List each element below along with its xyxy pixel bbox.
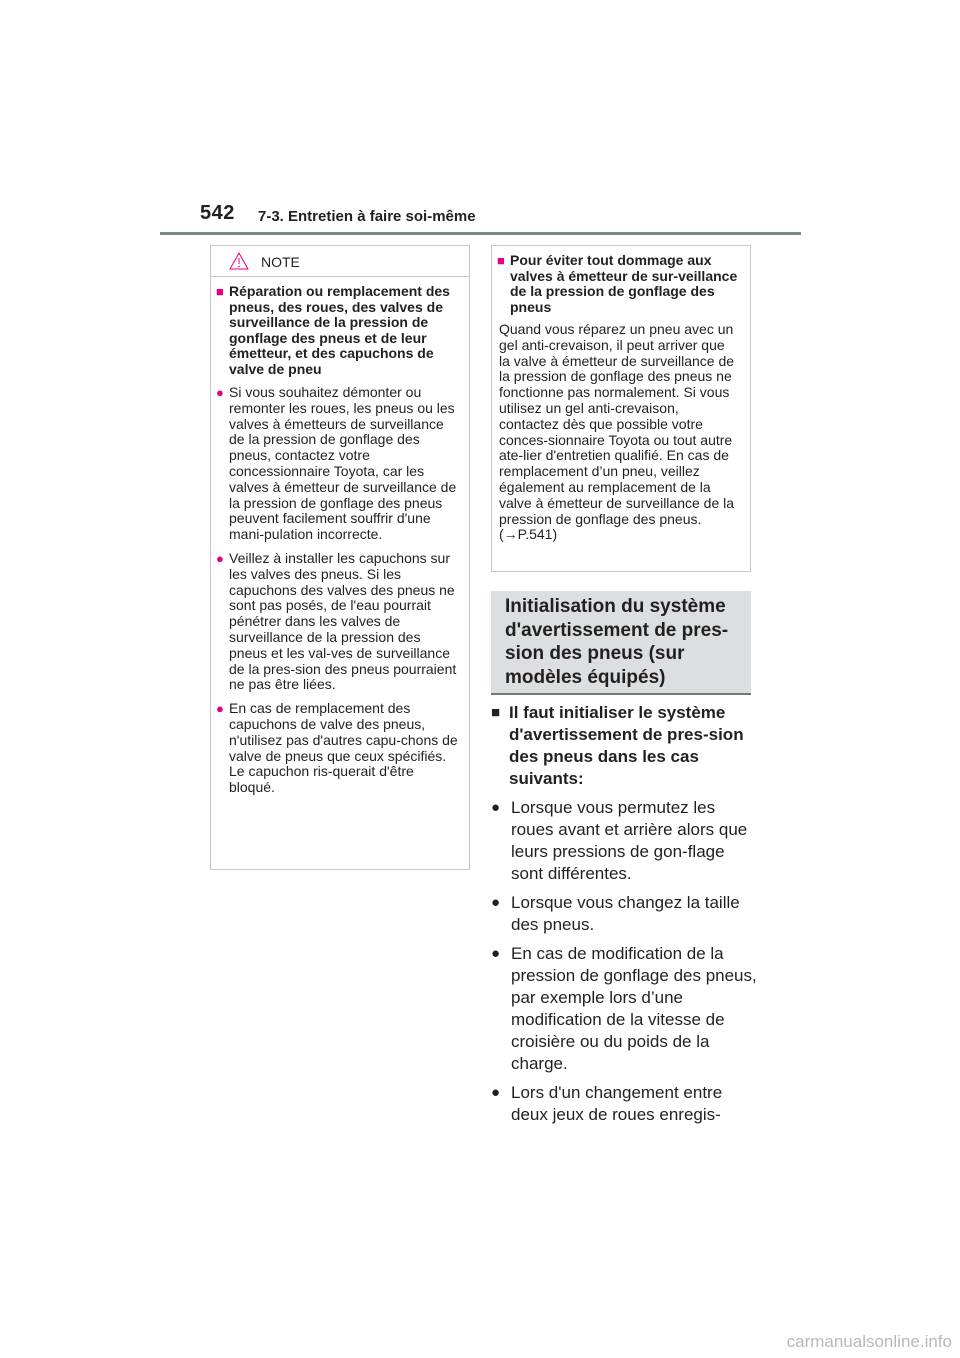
list-item-text: Si vous souhaitez démonter ou remonter les roues, les pneus ou les valves à émetteurs de surveillance de la pression de gonflage des pneus, contactez votre concessionnaire Toyota, car les valves à émetteur de surveillance de la pression de gonflage des pneus peuvent facilement souffrir d'une mani-pulation incorrecte. <box>229 384 457 543</box>
list-item-text: En cas de remplacement des capuchons de valve des pneus, n'utilisez pas d'autres capu-chons de valve de pneus que ceux spécifiés. Le capuchon ris-querait d'être bloqué. <box>229 700 458 796</box>
list-item <box>491 797 761 885</box>
square-bullet-icon: ■ <box>497 253 505 268</box>
note-heading-text: Réparation ou remplacement des pneus, des roues, des valves de surveillance de la pression de gonflage des pneus et de leur émetteur, et des capuchons de valve de pneu <box>229 283 450 377</box>
square-bullet-icon: ■ <box>216 284 224 299</box>
list-item-text: Veillez à installer les capuchons sur les valves des pneus. Si les capuchons des valves des pneus ne sont pas posés, de l'eau pourrait pénétrer dans les valves de surveillance de la pression des pneus et les val-ves de surveillance de la pres-sion des pneus pourraient ne pas être liées. <box>229 549 457 693</box>
list-item-text: Lors d'un changement entre deux jeux de roues enregis- <box>511 1083 723 1124</box>
page-number: 542 <box>200 202 235 224</box>
circle-bullet-icon: ● <box>216 550 224 566</box>
circle-bullet-icon: ● <box>491 1084 501 1101</box>
circle-bullet-icon: ● <box>216 701 224 717</box>
circle-bullet-icon: ● <box>491 894 501 911</box>
main-heading-text: Il faut initialiser le système d'avertissement de pres-sion des pneus dans les cas suivants: <box>509 703 744 788</box>
note-label: NOTE <box>261 254 300 270</box>
list-item <box>491 1082 761 1126</box>
list-item <box>216 701 459 796</box>
side-note-box <box>491 245 751 572</box>
note-heading <box>216 277 457 377</box>
circle-bullet-icon: ● <box>491 945 501 962</box>
header-rule <box>160 232 801 235</box>
list-item-text: Lorsque vous permutez les roues avant et arrière alors que leurs pressions de gon-flage sont différentes. <box>511 798 748 883</box>
list-item <box>216 385 459 543</box>
list-item-text: Lorsque vous changez la taille des pneus. <box>511 893 740 934</box>
side-note-text: Quand vous réparez un pneu avec un gel anti-crevaison, il peut arriver que la valve à émetteur de surveillance de la pression de gonflage des pneus ne fonctionne pas normalement. Si vous utilisez un gel anti-crevaison, contactez dès que possible votre conces-sionnaire Toyota ou tout autre ate-lier d'entretien qualifié. En cas de remplacement d’un pneu, veillez également au remplacement de la valve à émetteur de surveillance de la pression de gonflage des pneus. (→P.541) <box>499 321 735 543</box>
section-title: 7-3. Entretien à faire soi-même <box>258 208 476 225</box>
note-header <box>211 246 469 277</box>
note-box <box>210 245 470 870</box>
list-item <box>491 943 761 1075</box>
square-bullet-icon: ■ <box>491 704 501 721</box>
watermark: carmanualsonline.info <box>786 1332 952 1351</box>
circle-bullet-icon: ● <box>491 799 501 816</box>
warning-triangle-icon <box>229 252 249 270</box>
side-note-heading-text: Pour éviter tout dommage aux valves à émetteur de sur-veillance de la pression de gonflage des pneus <box>510 252 738 315</box>
section-heading: Initialisation du système d'avertissement de pres-sion des pneus (sur modèles équipés) <box>491 591 751 695</box>
side-note-heading <box>497 246 738 315</box>
circle-bullet-icon: ● <box>216 385 224 400</box>
list-item <box>216 551 459 693</box>
list-item-text: En cas de modification de la pression de gonflage des pneus, par exemple lors d’une modification de la vitesse de croisière ou du poids de la charge. <box>511 944 757 1073</box>
main-heading <box>491 702 761 790</box>
list-item <box>491 892 761 936</box>
main-column <box>491 702 761 1126</box>
